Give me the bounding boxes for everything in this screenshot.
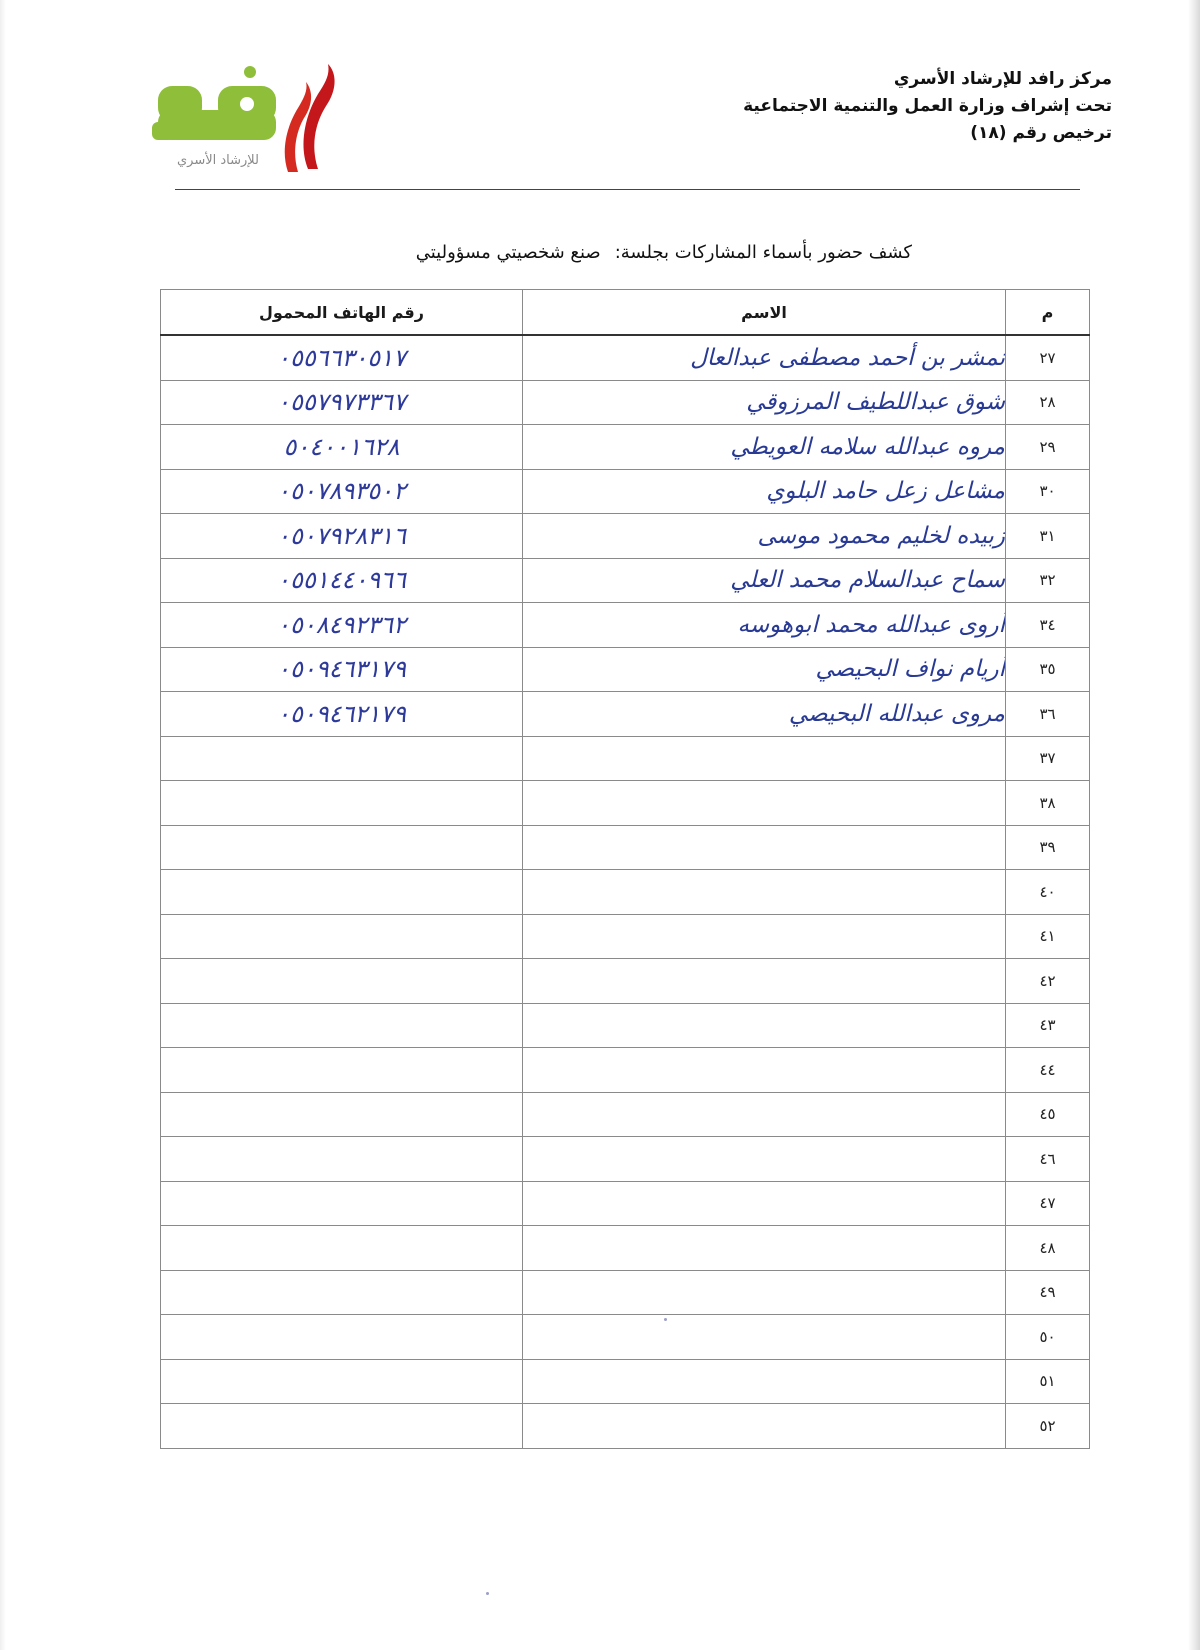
table-row xyxy=(161,692,1090,737)
row-number-cell: ٢٨ xyxy=(1006,380,1090,425)
participant-name-cell: سماح عبدالسلام محمد العلي xyxy=(523,558,1006,603)
rafed-logo xyxy=(138,34,348,184)
table-row xyxy=(161,825,1090,870)
phone-number-cell xyxy=(161,1404,523,1449)
row-number-cell: ٤٨ xyxy=(1006,1226,1090,1271)
phone-number-cell: ٠٥٠٩٤٦٢١٧٩ xyxy=(161,692,523,737)
phone-number-cell xyxy=(161,1003,523,1048)
participant-name-cell xyxy=(523,1359,1006,1404)
participant-name-cell xyxy=(523,914,1006,959)
scan-speck xyxy=(664,1318,667,1321)
attendance-table xyxy=(160,289,1090,1449)
table-row xyxy=(161,603,1090,648)
row-number-cell: ٤٩ xyxy=(1006,1270,1090,1315)
table-row xyxy=(161,514,1090,559)
phone-number-cell xyxy=(161,825,523,870)
participant-name-cell: مشاعل زعل حامد البلوي xyxy=(523,469,1006,514)
table-row xyxy=(161,1404,1090,1449)
phone-number-cell xyxy=(161,1270,523,1315)
participant-name-cell xyxy=(523,1003,1006,1048)
scan-edge-left xyxy=(0,0,6,1650)
phone-number-cell: ٥٠٤٠٠١٦٢٨ xyxy=(161,425,523,470)
column-header-phone: رقم الهاتف المحمول xyxy=(161,290,523,336)
table-row xyxy=(161,870,1090,915)
column-header-name: الاسم xyxy=(523,290,1006,336)
row-number-cell: ٣١ xyxy=(1006,514,1090,559)
table-row xyxy=(161,1003,1090,1048)
header-block xyxy=(743,66,1112,147)
row-number-cell: ٥٠ xyxy=(1006,1315,1090,1360)
phone-number-cell xyxy=(161,870,523,915)
participant-name-cell xyxy=(523,1226,1006,1271)
table-body xyxy=(161,335,1090,1448)
participant-name-cell xyxy=(523,1404,1006,1449)
document-title xyxy=(416,242,912,263)
phone-number-cell: ٠٥٥٧٩٧٣٣٦٧ xyxy=(161,380,523,425)
participant-name-cell xyxy=(523,1181,1006,1226)
row-number-cell: ٤٧ xyxy=(1006,1181,1090,1226)
participant-name-cell: مروه عبدالله سلامه العويطي xyxy=(523,425,1006,470)
table-row xyxy=(161,1315,1090,1360)
row-number-cell: ٤٤ xyxy=(1006,1048,1090,1093)
table-row xyxy=(161,914,1090,959)
phone-number-cell xyxy=(161,1315,523,1360)
supervision-line: تحت إشراف وزارة العمل والتنمية الاجتماعية xyxy=(743,96,1112,116)
table-row xyxy=(161,335,1090,380)
phone-number-cell xyxy=(161,1226,523,1271)
participant-name-cell: شوق عبداللطيف المرزوقي xyxy=(523,380,1006,425)
session-name: صنع شخصيتي مسؤوليتي xyxy=(415,242,601,263)
column-header-number: م xyxy=(1006,290,1090,336)
phone-number-cell: ٠٥٠٧٨٩٣٥٠٢ xyxy=(161,469,523,514)
scan-speck xyxy=(486,1592,489,1595)
participant-name-cell: أريام نواف البحيصي xyxy=(523,647,1006,692)
center-name: مركز رافد للإرشاد الأسري xyxy=(893,69,1112,89)
row-number-cell: ٣٦ xyxy=(1006,692,1090,737)
table-row xyxy=(161,1226,1090,1271)
phone-number-cell xyxy=(161,1048,523,1093)
table-row xyxy=(161,1048,1090,1093)
header-divider xyxy=(175,189,1080,190)
row-number-cell: ٥٢ xyxy=(1006,1404,1090,1449)
participant-name-cell xyxy=(523,825,1006,870)
phone-number-cell xyxy=(161,736,523,781)
row-number-cell: ٤٢ xyxy=(1006,959,1090,1004)
phone-number-cell: ٠٥٥٦٦٣٠٥١٧ xyxy=(161,335,523,380)
phone-number-cell xyxy=(161,1137,523,1182)
participant-name-cell xyxy=(523,959,1006,1004)
participant-name-cell xyxy=(523,1048,1006,1093)
row-number-cell: ٤٠ xyxy=(1006,870,1090,915)
participant-name-cell xyxy=(523,1315,1006,1360)
row-number-cell: ٤٣ xyxy=(1006,1003,1090,1048)
row-number-cell: ٣٤ xyxy=(1006,603,1090,648)
row-number-cell: ٣٠ xyxy=(1006,469,1090,514)
table-header-row xyxy=(161,290,1090,336)
table-row xyxy=(161,469,1090,514)
row-number-cell: ٣٩ xyxy=(1006,825,1090,870)
participant-name-cell xyxy=(523,1270,1006,1315)
table-row xyxy=(161,1137,1090,1182)
participant-name-cell: نمشر بن أحمد مصطفى عبدالعال xyxy=(523,335,1006,380)
phone-number-cell xyxy=(161,781,523,826)
table-row xyxy=(161,380,1090,425)
table-row xyxy=(161,1092,1090,1137)
participant-name-cell xyxy=(523,870,1006,915)
row-number-cell: ٥١ xyxy=(1006,1359,1090,1404)
table-row xyxy=(161,425,1090,470)
row-number-cell: ٣٨ xyxy=(1006,781,1090,826)
table-row xyxy=(161,1359,1090,1404)
scan-edge-right xyxy=(1188,0,1200,1650)
title-prefix: كشف حضور بأسماء المشاركات بجلسة: xyxy=(614,242,912,263)
table-row xyxy=(161,647,1090,692)
row-number-cell: ٣٢ xyxy=(1006,558,1090,603)
logo-subtext: للإرشاد الأسري xyxy=(176,153,260,168)
row-number-cell: ٤١ xyxy=(1006,914,1090,959)
phone-number-cell xyxy=(161,1092,523,1137)
participant-name-cell xyxy=(523,736,1006,781)
phone-number-cell: ٠٥٠٩٤٦٣١٧٩ xyxy=(161,647,523,692)
table-row xyxy=(161,736,1090,781)
phone-number-cell: ٠٥٠٧٩٢٨٣١٦ xyxy=(161,514,523,559)
phone-number-cell: ٠٥٥١٤٤٠٩٦٦ xyxy=(161,558,523,603)
participant-name-cell xyxy=(523,781,1006,826)
phone-number-cell xyxy=(161,914,523,959)
row-number-cell: ٢٧ xyxy=(1006,335,1090,380)
phone-number-cell xyxy=(161,1181,523,1226)
table-row xyxy=(161,781,1090,826)
row-number-cell: ٢٩ xyxy=(1006,425,1090,470)
participant-name-cell xyxy=(523,1137,1006,1182)
row-number-cell: ٤٦ xyxy=(1006,1137,1090,1182)
table-row xyxy=(161,1181,1090,1226)
participant-name-cell: أروى عبدالله محمد ابوهوسه xyxy=(523,603,1006,648)
participant-name-cell xyxy=(523,1092,1006,1137)
row-number-cell: ٣٧ xyxy=(1006,736,1090,781)
row-number-cell: ٤٥ xyxy=(1006,1092,1090,1137)
table-row xyxy=(161,1270,1090,1315)
table-row xyxy=(161,558,1090,603)
phone-number-cell xyxy=(161,1359,523,1404)
phone-number-cell xyxy=(161,959,523,1004)
row-number-cell: ٣٥ xyxy=(1006,647,1090,692)
phone-number-cell: ٠٥٠٨٤٩٢٣٦٢ xyxy=(161,603,523,648)
participant-name-cell: زبيده لخليم محمود موسى xyxy=(523,514,1006,559)
participant-name-cell: مروى عبدالله البحيصي xyxy=(523,692,1006,737)
license-line: ترخيص رقم (١٨) xyxy=(970,123,1112,143)
table-row xyxy=(161,959,1090,1004)
